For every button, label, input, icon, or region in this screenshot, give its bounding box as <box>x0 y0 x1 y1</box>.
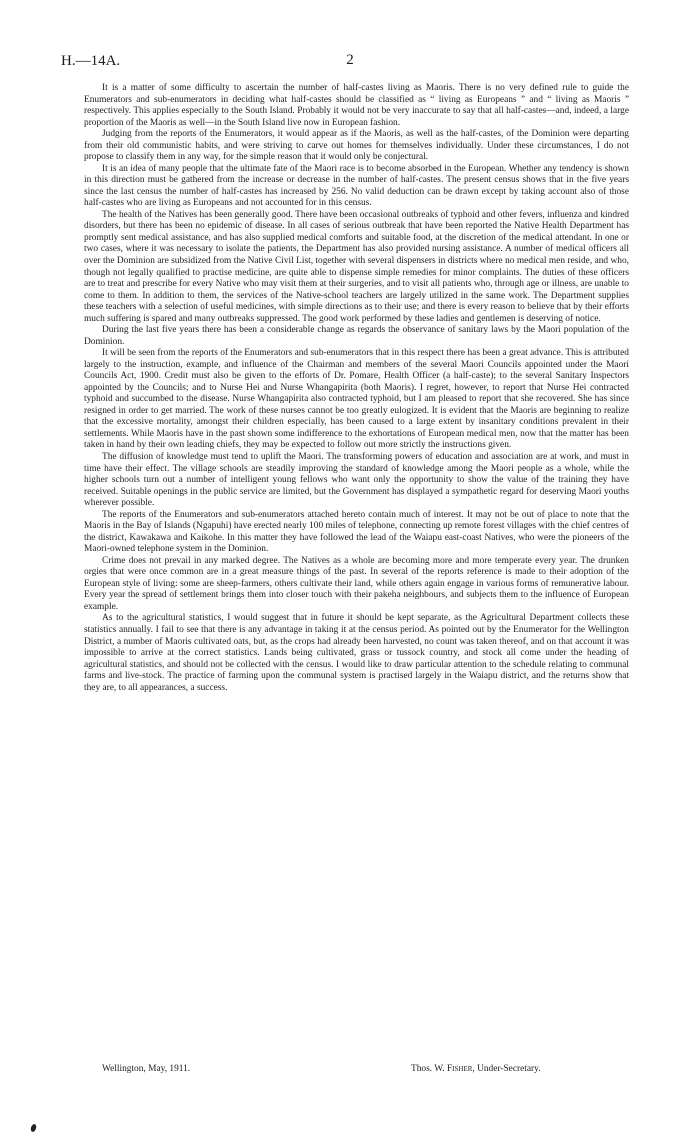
report-body <box>84 83 629 694</box>
paragraph-education: The diffusion of knowledge must tend to uplift the Maori. The transforming powers of education and association are at work, and must in time have their effect. The village schools are steadily improving the standard of knowledge among the Maori people as a whole, while the higher schools turn out a number of intelligent young fellows who want only the opportunity to show the value of the training they have received. Suitable openings in the public service are limited, but the Government has displayed a sympathetic regard for deserving Maori youths wherever possible. <box>84 452 629 509</box>
paragraph-health: The health of the Natives has been generally good. There have been occasional outbreaks of typhoid and other fevers, influenza and kindred disorders, but there has been no epidemic of disease. In all cases of serious outbreak that have been reported the Native Health Department has promptly sent medical assistance, and has also supplied medical comforts and suitable food, at the discretion of the medical attendant. In one or two cases, where it was necessary to isolate the patients, the Department has also provided nursing assistance. A number of medical officers all over the Dominion are subsidized from the Native Civil List, together with several dispensers in districts where no medical men reside, and who, though not legally qualified to practise medicine, are quite able to dispense simple remedies for minor complaints. The duties of these officers are to treat and prescribe for every Native who may visit them at their surgeries, and to visit all patients who, through age or illness, are unable to come to them. In addition to them, the services of the Native-school teachers are largely utilized in the same work. The Department supplies these teachers with a selection of useful medicines, with simple directions as to their use; and there is every reason to believe that by their efforts much suffering is spared and many outbreaks suppressed. The good work performed by these ladies and gentlemen is deserving of notice. <box>84 209 629 324</box>
report-reference: H.—14A. <box>61 53 121 69</box>
paragraph-sanitary-change: During the last five years there has been a considerable change as regards the observance of sanitary laws by the Maori population of the Dominion. <box>84 325 629 347</box>
paragraph-half-castes-classification: It is a matter of some difficulty to ascertain the number of half-castes living as Maoris. There is no very defined rule to guide the Enumerators and sub-enumerators in deciding what half-castes should be classified as “ living as Europeans ” and “ living as Maoris ” respectively. This applies especially to the South Island. Probably it would not be very inaccurate to say that all half-castes—and, indeed, a large proportion of the Maoris as well—in the South Island live now in European fashion. <box>84 83 629 128</box>
signatory <box>411 1063 541 1075</box>
paragraph-telephone: The reports of the Enumerators and sub-enumerators attached hereto contain much of interest. It may not be out of place to note that the Maoris in the Bay of Islands (Ngapuhi) have erected nearly 100 miles of telephone, connecting up remote forest villages with the chief centres of the district, Kawakawa and Kaikohe. In this matter they have followed the lead of the Waiapu east-coast Natives, who were the pioneers of the Maori-owned telephone system in the Dominion. <box>84 509 629 555</box>
signatory-initials: Thos. W. <box>411 1064 447 1074</box>
signatory-surname: Fisher <box>446 1064 473 1074</box>
page-number: 2 <box>346 52 354 68</box>
paragraph-crime: Crime does not prevail in any marked degree. The Natives as a whole are becoming more and more temperate every year. The drunken orgies that were once common are in a great measure things of the past. In several of the reports reference is made to their adoption of the European style of living: some are sheep-farmers, others cultivate their land, while others again engage in various forms of remunerative labour. Every year the spread of settlement brings them into closer touch with their pakeha neighbours, and subjects them to the influence of European example. <box>84 555 629 612</box>
paragraph-absorption: It is an idea of many people that the ultimate fate of the Maori race is to become absorbed in the European. Whether any tendency is shown in this direction must be gathered from the increase or decrease in the number of half-castes. The present census shows that in the five years since the last census the number of half-castes has increased by 256. No valid deduction can be drawn except by taking account also of those half-castes who are living as Europeans and not accounted for in this census. <box>84 163 629 209</box>
place-and-date: Wellington, May, 1911. <box>102 1064 191 1074</box>
paragraph-communistic-habits: Judging from the reports of the Enumerators, it would appear as if the Maoris, as well as the half-castes, of the Dominion were departing from their old communistic habits, and were striving to carve out homes for themselves individually. Under these circumstances, I do not propose to classify them in any way, for the simple reason that it would only be conjectural. <box>84 129 629 163</box>
paragraph-agricultural-statistics: As to the agricultural statistics, I would suggest that in future it should be kept separate, as the Agricultural Department collects these statistics annually. I fail to see that there is any advantage in taking it at the census period. As pointed out by the Enumerator for the Wellington District, a number of Maoris cultivated oats, but, as the crops had already been harvested, no count was taken thereof, and on that account it was impossible to arrive at the correct statistics. Lands being cultivated, grass or tussock country, and stock all come under the heading of agricultural statistics, and should not be collected with the census. I would like to draw particular attention to the schedule relating to communal farms and live-stock. The practice of farming upon the communal system is practised largely in the Waiapu district, and the returns show that they are, to all appearances, a success. <box>84 613 629 693</box>
ink-speck <box>30 1123 37 1132</box>
signatory-title: , Under-Secretary. <box>472 1064 541 1074</box>
paragraph-maori-councils: It will be seen from the reports of the Enumerators and sub-enumerators that in this respect there has been a great advance. This is attributed largely to the instruction, example, and influence of the Chairman and members of the several Maori Councils appointed under the Maori Councils Act, 1900. Credit must also be given to the efforts of Dr. Pomare, Health Officer (a half-caste); to the several Sanitary Inspectors appointed by the Councils; and to Nurse Hei and Nurse Whangapirita (both Maoris). I regret, however, to report that Nurse Hei contracted typhoid and succumbed to the disease. Nurse Whangapirita also contracted typhoid, but I am pleased to report that she recovered. She has since resigned in order to get married. The work of these nurses cannot be too greatly eulogized. It is evident that the Maoris are beginning to realize that the excessive mortality, amongst their children especially, has been caused to a large extent by insanitary conditions prevalent in their settlements. While Maoris have in the past shown some indifference to the exhortations of European medical men, now that the matter has been taken in hand by their own leading chiefs, they may be expected to follow out more strictly the instructions given. <box>84 348 629 451</box>
